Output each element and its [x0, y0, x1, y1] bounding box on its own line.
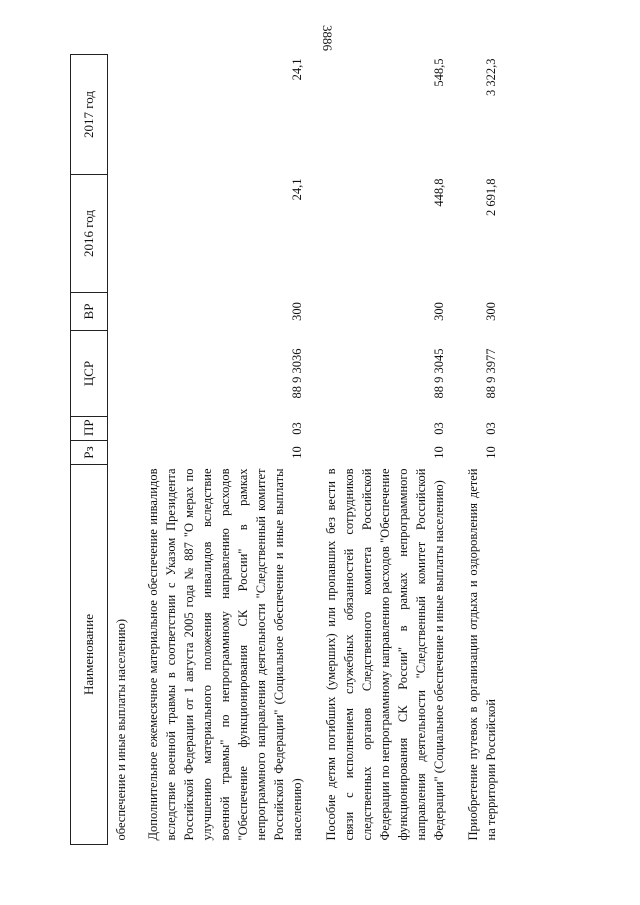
table-header-row	[71, 55, 108, 845]
header-csr: ЦСР	[71, 331, 108, 417]
row-name: Пособие детям погибших (умерших) или пропавших без вести в связи с исполнением служебных обязанностей сотрудников следственных органов Следственного комитета Российской Федерации по непрограммному направлению расходов "Обеспечение функционирования СК России" в рамках непрограммного направления деятельности "Следственный комитет Российской Федерации" (Социальное обеспечение и иные выплаты населению)	[324, 468, 446, 841]
table-row	[456, 55, 508, 845]
row-year-2017: 3 322,3	[484, 58, 498, 96]
row-csr: 88 9 3036	[290, 348, 304, 399]
table-row	[314, 55, 456, 845]
budget-table	[70, 54, 508, 845]
header-pr: ПР	[71, 417, 108, 441]
header-rz: Рз	[71, 441, 108, 465]
row-year-2017: 24,1	[290, 58, 304, 81]
row-csr: 88 9 3977	[484, 348, 498, 399]
row-pr: 03	[290, 422, 304, 435]
row-rz: 10	[484, 446, 498, 459]
row-name: Дополнительное ежемесячное материальное обеспечение инвалидов вследствие военной травмы в соответствии с Указом Президента Российской Федерации от 1 августа 2005 года № 887 "О мерах по улучшению материального положения инвалидов вследствие военной травмы" по непрограммному направлению расходов "Обеспечение функционирования СК России" в рамках непрограммного направления деятельности "Следственный комитет Российской Федерации" (Социальное обеспечение и иные выплаты населению)	[146, 468, 304, 841]
row-year-2016: 24,1	[290, 178, 304, 201]
header-name: Наименование	[71, 465, 108, 845]
table-row-continuation	[108, 55, 137, 845]
row-pr: 03	[432, 422, 446, 435]
row-rz: 10	[432, 446, 446, 459]
row-vr: 300	[432, 302, 446, 321]
rotated-page	[70, 55, 610, 845]
row-year-2016: 2 691,8	[484, 178, 498, 216]
continuation-text: обеспечение и иные выплаты населению)	[114, 618, 128, 841]
row-vr: 300	[290, 302, 304, 321]
page-number: 3886	[320, 25, 335, 51]
header-year-2017: 2017 год	[71, 55, 108, 175]
row-vr: 300	[484, 302, 498, 321]
row-pr: 03	[484, 422, 498, 435]
row-csr: 88 9 3045	[432, 348, 446, 399]
row-name: Приобретение путевок в организации отдыха и оздоровления детей на территории Российской	[466, 468, 498, 841]
header-vr: ВР	[71, 293, 108, 331]
row-rz: 10	[290, 446, 304, 459]
row-year-2017: 548,5	[432, 58, 446, 87]
budget-table-sheet	[70, 55, 610, 845]
row-year-2016: 448,8	[432, 178, 446, 207]
table-row	[136, 55, 314, 845]
header-year-2016: 2016 год	[71, 175, 108, 293]
